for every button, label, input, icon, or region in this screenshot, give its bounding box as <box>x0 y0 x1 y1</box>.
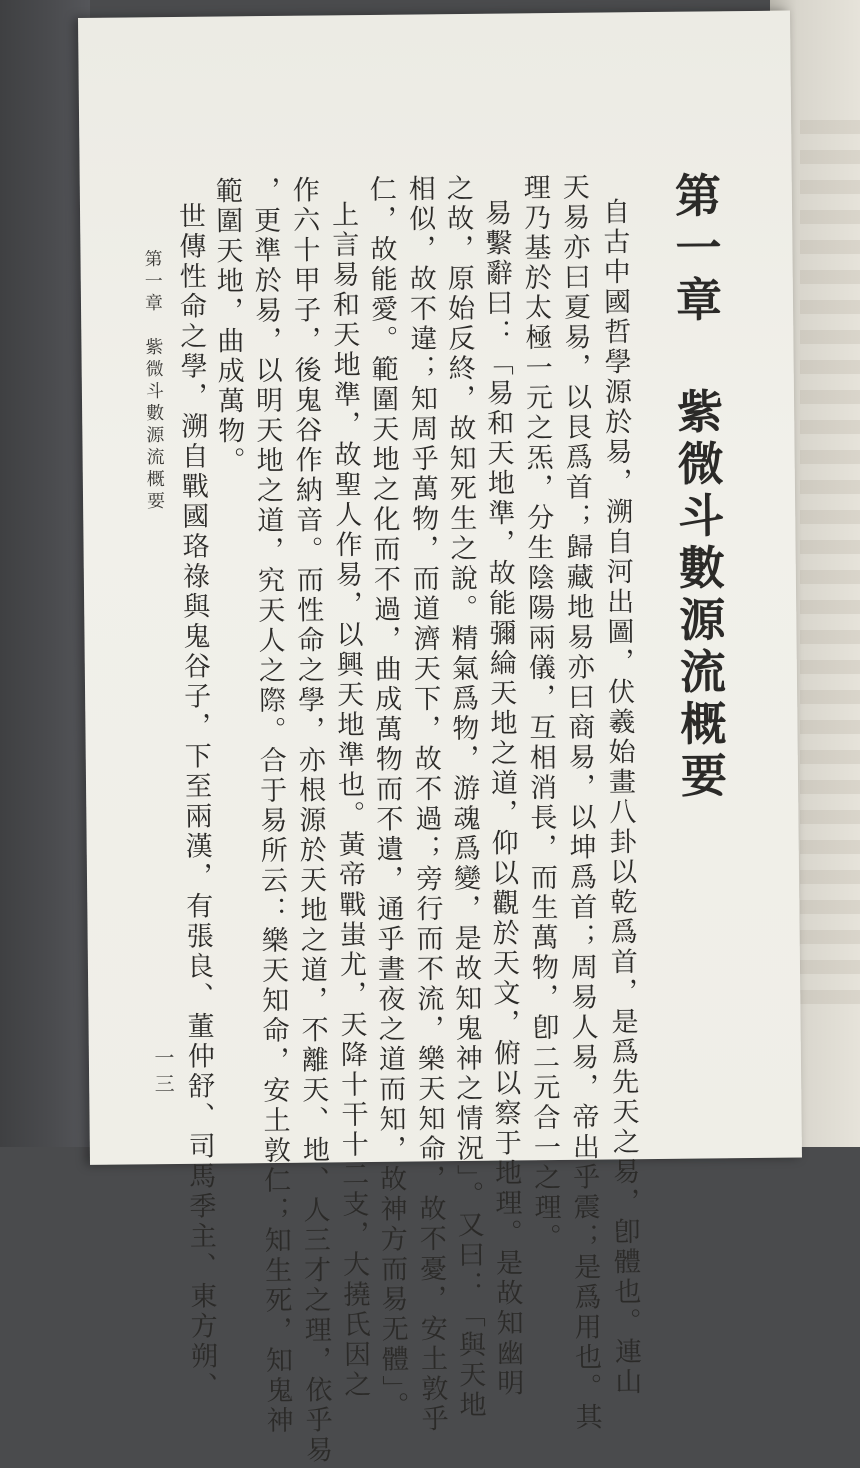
text-line: 仁，故能愛。範圍天地之化而不過，曲成萬物而不遺，通乎晝夜之道而知，故神方而易无體」。 <box>364 174 409 1422</box>
book-page <box>78 11 802 1466</box>
text-line: 範圍天地，曲成萬物。 <box>210 176 245 477</box>
text-line: 自古中國哲學源於易，溯自河出圖，伏羲始畫八卦以乾爲首，是爲先天之易，卽體也。連山 <box>597 197 642 1398</box>
text-line: 理乃基於太極一元之炁，分生陰陽兩儀，互相消長，而生萬物，卽二元合一之理。 <box>518 173 561 1254</box>
text-line: 之故，原始反終，故知死生之說。精氣爲物，游魂爲變，是故知鬼神之情況」。又曰：「與天地 <box>441 173 486 1421</box>
running-header: 第一章 紫微斗數源流概要 <box>141 249 166 514</box>
text-line: 世傳性命之學，溯自戰國珞祿與鬼谷子，下至兩漢，有張良、董仲舒、司馬季主、東方朔、 <box>173 201 218 1402</box>
text-line: ，更準於易，以明天地之道，究天人之際。合于易所云：樂天知命，安土敦仁；知生死，知鬼神 <box>248 175 293 1437</box>
text-line: 上言易和天地準，故聖人作易，以興天地準也。黃帝戰蚩尤，天降十干十二支，大撓氏因之 <box>326 200 371 1401</box>
text-line: 相似，故不違；知周乎萬物，而道濟天下，故不過；旁行而不流，樂天知命，故不憂，安土敦乎 <box>403 174 448 1435</box>
page-number: 一三 <box>150 1047 176 1100</box>
chapter-title: 第一章 紫微斗數源流概要 <box>667 171 729 804</box>
text-line: 易繫辭曰：「易和天地準，故能彌綸天地之道，仰以觀於天文，俯以察于地理。是故知幽明 <box>479 198 524 1399</box>
adjacent-page-show-through <box>800 120 860 1020</box>
background-left <box>0 0 90 1147</box>
text-line: 天易亦曰夏易，以艮爲首；歸藏地易亦曰商易，以坤爲首；周易人易，帝出乎震；是爲用也。其 <box>557 172 602 1433</box>
text-line: 作六十甲子，後鬼谷作納音。而性命之學，亦根源於天地之道，不離天、地、人三才之理，依乎易 <box>287 175 333 1466</box>
